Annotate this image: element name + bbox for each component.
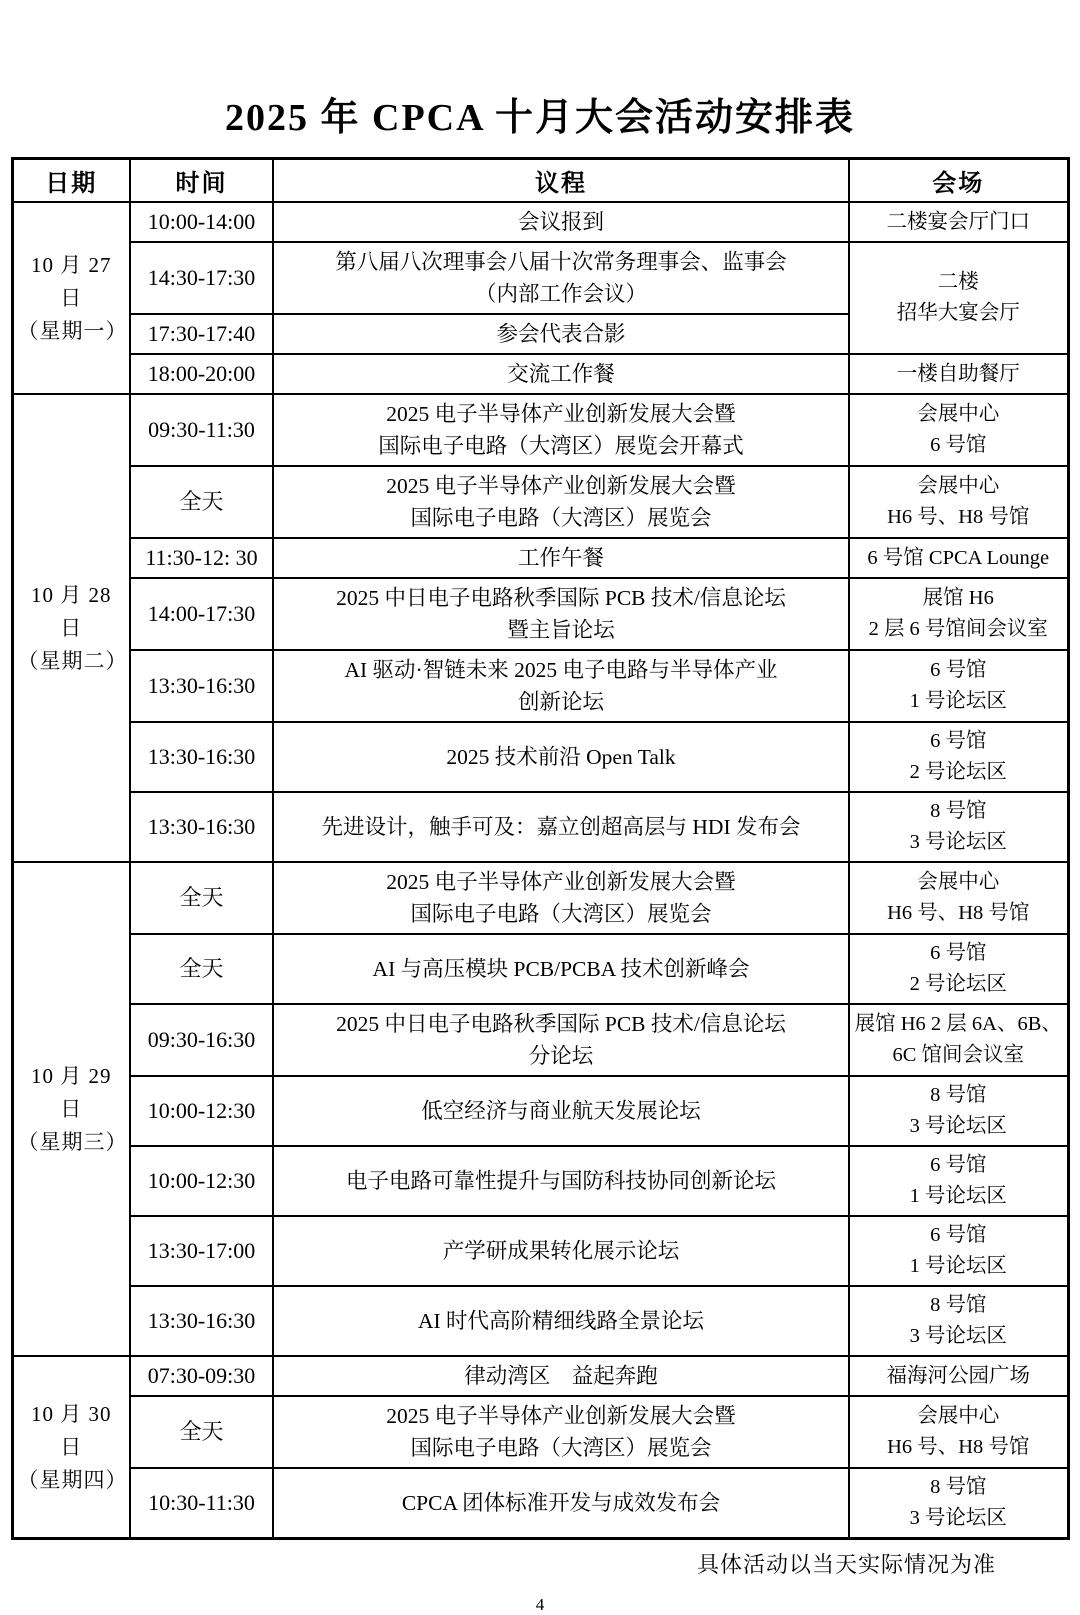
time-cell: 10:30-11:30 <box>130 1468 273 1539</box>
venue-cell <box>849 650 1068 722</box>
table-header <box>12 159 1068 203</box>
agenda-line: 国际电子电路（大湾区）展览会开幕式 <box>378 434 744 458</box>
table-body <box>12 202 1068 1539</box>
col-header-date: 日期 <box>12 159 130 203</box>
venue-line: 招华大宴会厅 <box>896 302 1020 324</box>
agenda-line: 会议报到 <box>517 210 604 234</box>
date-line: （星期一） <box>17 318 128 343</box>
venue-line: 6C 馆间会议室 <box>892 1044 1025 1066</box>
agenda-line: 律动湾区 益起奔跑 <box>464 1364 658 1388</box>
agenda-cell <box>273 722 849 792</box>
header-row <box>12 159 1068 203</box>
date-cell <box>12 202 130 394</box>
venue-line: 会展中心 <box>917 475 1000 497</box>
date-line: 10 月 28 日 <box>31 582 112 640</box>
agenda-line: （内部工作会议） <box>474 282 647 306</box>
agenda-line: AI 与高压模块 PCB/PCBA 技术创新峰会 <box>372 957 750 981</box>
venue-line: 2 号论坛区 <box>909 761 1007 783</box>
agenda-line: 2025 技术前沿 Open Talk <box>446 745 676 769</box>
table-row <box>12 1216 1068 1286</box>
venue-line: H6 号、H8 号馆 <box>887 506 1030 528</box>
venue-line: 8 号馆 <box>930 800 987 822</box>
time-cell: 09:30-11:30 <box>130 394 273 466</box>
venue-line: 6 号馆 CPCA Lounge <box>867 546 1050 569</box>
agenda-line: 低空经济与商业航天发展论坛 <box>421 1099 701 1123</box>
date-cell <box>12 394 130 862</box>
agenda-line: 2025 电子半导体产业创新发展大会暨 <box>386 870 736 894</box>
venue-cell <box>849 394 1068 466</box>
venue-line: 一楼自助餐厅 <box>896 362 1020 385</box>
date-cell <box>12 1356 130 1539</box>
venue-cell <box>849 862 1068 934</box>
venue-cell <box>849 202 1068 242</box>
venue-line: 1 号论坛区 <box>909 690 1007 712</box>
agenda-cell <box>273 202 849 242</box>
venue-line: H6 号、H8 号馆 <box>887 1436 1030 1458</box>
table-row <box>12 1146 1068 1216</box>
agenda-cell <box>273 1356 849 1396</box>
table-row <box>12 354 1068 394</box>
agenda-line: 2025 电子半导体产业创新发展大会暨 <box>386 402 736 426</box>
agenda-line: AI 驱动·智链未来 2025 电子电路与半导体产业 <box>344 658 778 682</box>
table-row <box>12 792 1068 862</box>
venue-cell <box>849 466 1068 538</box>
venue-line: 6 号馆 <box>930 1224 987 1246</box>
agenda-cell <box>273 578 849 650</box>
table-row <box>12 650 1068 722</box>
venue-cell <box>849 1146 1068 1216</box>
venue-line: 二楼 <box>937 271 979 293</box>
schedule-table <box>11 157 1070 1540</box>
agenda-cell <box>273 1396 849 1468</box>
time-cell: 10:00-12:30 <box>130 1146 273 1216</box>
table-row <box>12 1396 1068 1468</box>
time-cell: 14:30-17:30 <box>130 242 273 314</box>
agenda-cell <box>273 1216 849 1286</box>
time-cell: 09:30-16:30 <box>130 1004 273 1076</box>
agenda-cell <box>273 242 849 314</box>
col-header-time: 时间 <box>130 159 273 203</box>
table-row <box>12 1468 1068 1539</box>
venue-line: 2 号论坛区 <box>909 973 1007 995</box>
agenda-cell <box>273 354 849 394</box>
time-cell: 13:30-17:00 <box>130 1216 273 1286</box>
agenda-line: 2025 电子半导体产业创新发展大会暨 <box>386 1404 736 1428</box>
agenda-line: 电子电路可靠性提升与国防科技协同创新论坛 <box>345 1169 776 1193</box>
table-row <box>12 242 1068 314</box>
venue-line: 1 号论坛区 <box>909 1185 1007 1207</box>
date-cell <box>12 862 130 1356</box>
table-row <box>12 862 1068 934</box>
venue-cell <box>849 934 1068 1004</box>
page-title: 2025 年 CPCA 十月大会活动安排表 <box>225 97 855 139</box>
time-cell: 07:30-09:30 <box>130 1356 273 1396</box>
venue-line: 会展中心 <box>917 403 1000 425</box>
date-line: 10 月 27 日 <box>31 252 112 310</box>
date-line: 10 月 30 日 <box>31 1401 112 1459</box>
date-line: （星期四） <box>17 1467 128 1492</box>
agenda-cell <box>273 314 849 354</box>
agenda-line: 2025 电子半导体产业创新发展大会暨 <box>386 474 736 498</box>
time-cell: 13:30-16:30 <box>130 722 273 792</box>
table-row <box>12 466 1068 538</box>
agenda-cell <box>273 466 849 538</box>
venue-line: 6 号馆 <box>930 1154 987 1176</box>
page-number: 4 <box>535 1595 545 1614</box>
venue-line: 6 号馆 <box>930 434 987 456</box>
agenda-line: AI 时代高阶精细线路全景论坛 <box>417 1309 705 1333</box>
venue-line: 3 号论坛区 <box>909 1325 1007 1347</box>
venue-cell <box>849 1076 1068 1146</box>
venue-line: 6 号馆 <box>930 942 987 964</box>
agenda-cell <box>273 934 849 1004</box>
agenda-line: 参会代表合影 <box>496 322 626 346</box>
time-cell: 全天 <box>130 862 273 934</box>
venue-cell <box>849 538 1068 578</box>
col-header-agenda: 议程 <box>273 159 849 203</box>
venue-line: 福海河公园广场 <box>886 1364 1030 1387</box>
agenda-line: 国际电子电路（大湾区）展览会 <box>410 506 712 530</box>
agenda-line: 2025 中日电子电路秋季国际 PCB 技术/信息论坛 <box>336 1012 786 1036</box>
table-row <box>12 1286 1068 1356</box>
venue-line: 二楼宴会厅门口 <box>886 210 1030 233</box>
venue-line: 展馆 H6 2 层 6A、6B、 <box>854 1013 1062 1035</box>
agenda-line: 产学研成果转化展示论坛 <box>442 1239 680 1263</box>
agenda-cell <box>273 538 849 578</box>
agenda-cell <box>273 394 849 466</box>
table-row <box>12 1004 1068 1076</box>
time-cell: 全天 <box>130 466 273 538</box>
agenda-line: 2025 中日电子电路秋季国际 PCB 技术/信息论坛 <box>336 586 786 610</box>
agenda-line: 国际电子电路（大湾区）展览会 <box>410 902 712 926</box>
venue-line: 8 号馆 <box>930 1476 987 1498</box>
venue-cell <box>849 722 1068 792</box>
table-row <box>12 1356 1068 1396</box>
time-cell: 18:00-20:00 <box>130 354 273 394</box>
date-line: （星期二） <box>17 648 128 673</box>
time-cell: 13:30-16:30 <box>130 792 273 862</box>
agenda-cell <box>273 1076 849 1146</box>
venue-line: 2 层 6 号馆间会议室 <box>868 618 1048 640</box>
venue-line: 1 号论坛区 <box>909 1255 1007 1277</box>
table-row <box>12 538 1068 578</box>
agenda-line: 交流工作餐 <box>507 362 615 386</box>
venue-line: 会展中心 <box>917 1405 1000 1427</box>
table-row <box>12 202 1068 242</box>
venue-line: 6 号馆 <box>930 659 987 681</box>
agenda-line: 国际电子电路（大湾区）展览会 <box>410 1436 712 1460</box>
agenda-line: 创新论坛 <box>517 690 604 714</box>
agenda-line: 先进设计，触手可及：嘉立创超高层与 HDI 发布会 <box>321 815 801 839</box>
agenda-cell <box>273 1146 849 1216</box>
col-header-venue: 会场 <box>849 159 1068 203</box>
venue-cell <box>849 792 1068 862</box>
time-cell: 10:00-14:00 <box>130 202 273 242</box>
agenda-line: 工作午餐 <box>517 546 604 570</box>
venue-line: 8 号馆 <box>930 1084 987 1106</box>
footnote: 具体活动以当天实际情况为准 <box>696 1552 996 1577</box>
venue-line: 展馆 H6 <box>922 587 994 609</box>
table-row <box>12 934 1068 1004</box>
time-cell: 11:30-12: 30 <box>130 538 273 578</box>
agenda-line: 第八届八次理事会八届十次常务理事会、监事会 <box>335 250 787 274</box>
date-line: （星期三） <box>17 1129 128 1154</box>
venue-line: 3 号论坛区 <box>909 1115 1007 1137</box>
venue-cell <box>849 578 1068 650</box>
time-cell: 13:30-16:30 <box>130 1286 273 1356</box>
venue-line: H6 号、H8 号馆 <box>887 902 1030 924</box>
venue-cell <box>849 354 1068 394</box>
venue-cell <box>849 242 1068 354</box>
table-row <box>12 578 1068 650</box>
agenda-line: 分论坛 <box>528 1044 594 1068</box>
venue-cell <box>849 1004 1068 1076</box>
agenda-cell <box>273 1004 849 1076</box>
date-line: 10 月 29 日 <box>31 1063 112 1121</box>
venue-cell <box>849 1216 1068 1286</box>
venue-line: 会展中心 <box>917 871 1000 893</box>
table-row <box>12 394 1068 466</box>
agenda-cell <box>273 1468 849 1539</box>
agenda-line: CPCA 团体标准开发与成效发布会 <box>401 1491 721 1515</box>
agenda-line: 暨主旨论坛 <box>507 618 615 642</box>
table-row <box>12 1076 1068 1146</box>
venue-cell <box>849 1396 1068 1468</box>
time-cell: 14:00-17:30 <box>130 578 273 650</box>
venue-line: 6 号馆 <box>930 730 987 752</box>
table-row <box>12 722 1068 792</box>
time-cell: 全天 <box>130 1396 273 1468</box>
agenda-cell <box>273 862 849 934</box>
time-cell: 全天 <box>130 934 273 1004</box>
agenda-cell <box>273 1286 849 1356</box>
venue-cell <box>849 1286 1068 1356</box>
venue-line: 3 号论坛区 <box>909 831 1007 853</box>
venue-cell <box>849 1356 1068 1396</box>
agenda-cell <box>273 650 849 722</box>
venue-line: 8 号馆 <box>930 1294 987 1316</box>
time-cell: 17:30-17:40 <box>130 314 273 354</box>
agenda-cell <box>273 792 849 862</box>
time-cell: 10:00-12:30 <box>130 1076 273 1146</box>
venue-line: 3 号论坛区 <box>909 1507 1007 1529</box>
venue-cell <box>849 1468 1068 1539</box>
time-cell: 13:30-16:30 <box>130 650 273 722</box>
